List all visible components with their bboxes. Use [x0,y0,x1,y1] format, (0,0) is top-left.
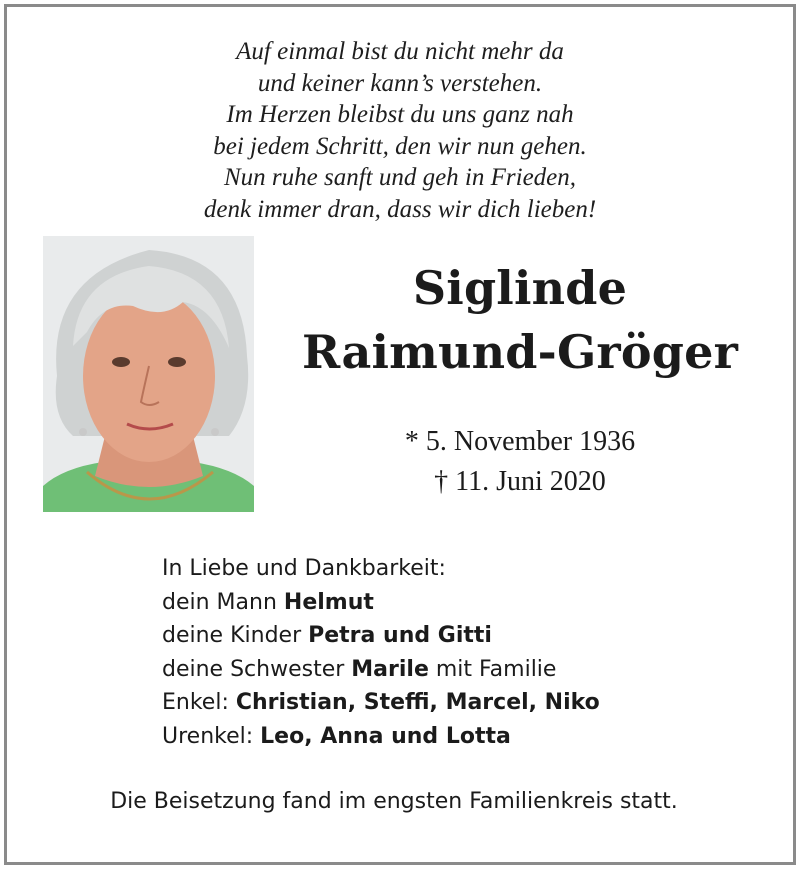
birth-date: * 5. November 1936 [404,426,636,457]
poem-line: Im Herzen bleibst du uns ganz nah [226,101,574,128]
great-grandchildren-names: Leo, Anna und Lotta [260,723,511,749]
husband-name: Helmut [283,589,374,615]
deceased-name [262,256,778,384]
family-line-children [162,619,600,653]
closing-note: Die Beisetzung fand im engsten Familienkreis statt. [110,789,678,814]
family-intro: In Liebe und Dankbarkeit: [162,556,446,581]
family-line-grandchildren [162,686,600,720]
memorial-poem [0,36,800,225]
life-dates [262,422,778,502]
poem-line: Nun ruhe sanft und geh in Frieden, [223,164,577,191]
family-prefix: deine Schwester [162,656,352,682]
portrait-illustration [43,236,254,512]
family-prefix: deine Kinder [162,623,309,649]
poem-line: und keiner kann’s verstehen. [257,69,543,97]
poem-line: denk immer dran, dass wir dich lieben! [203,195,597,223]
death-date: † 11. Juni 2020 [434,466,606,497]
family-prefix: dein Mann [162,589,284,615]
family-suffix: mit Familie [428,656,557,682]
family-line-husband [162,586,600,620]
children-names: Petra und Gitti [308,623,492,649]
grandchildren-names: Christian, Steffi, Marcel, Niko [235,690,600,716]
family-line-great-grandchildren [162,720,600,754]
poem-line: bei jedem Schritt, den wir nun gehen. [213,132,587,160]
family-prefix: Urenkel: [162,723,261,749]
family-list [162,552,600,754]
family-prefix: Enkel: [162,690,236,716]
first-name: Siglinde [412,261,628,315]
family-line-sister [162,653,600,687]
sister-name: Marile [351,656,429,682]
portrait-photo [43,236,254,512]
last-name: Raimund-Gröger [301,325,739,379]
poem-line: Auf einmal bist du nicht mehr da [236,38,564,65]
